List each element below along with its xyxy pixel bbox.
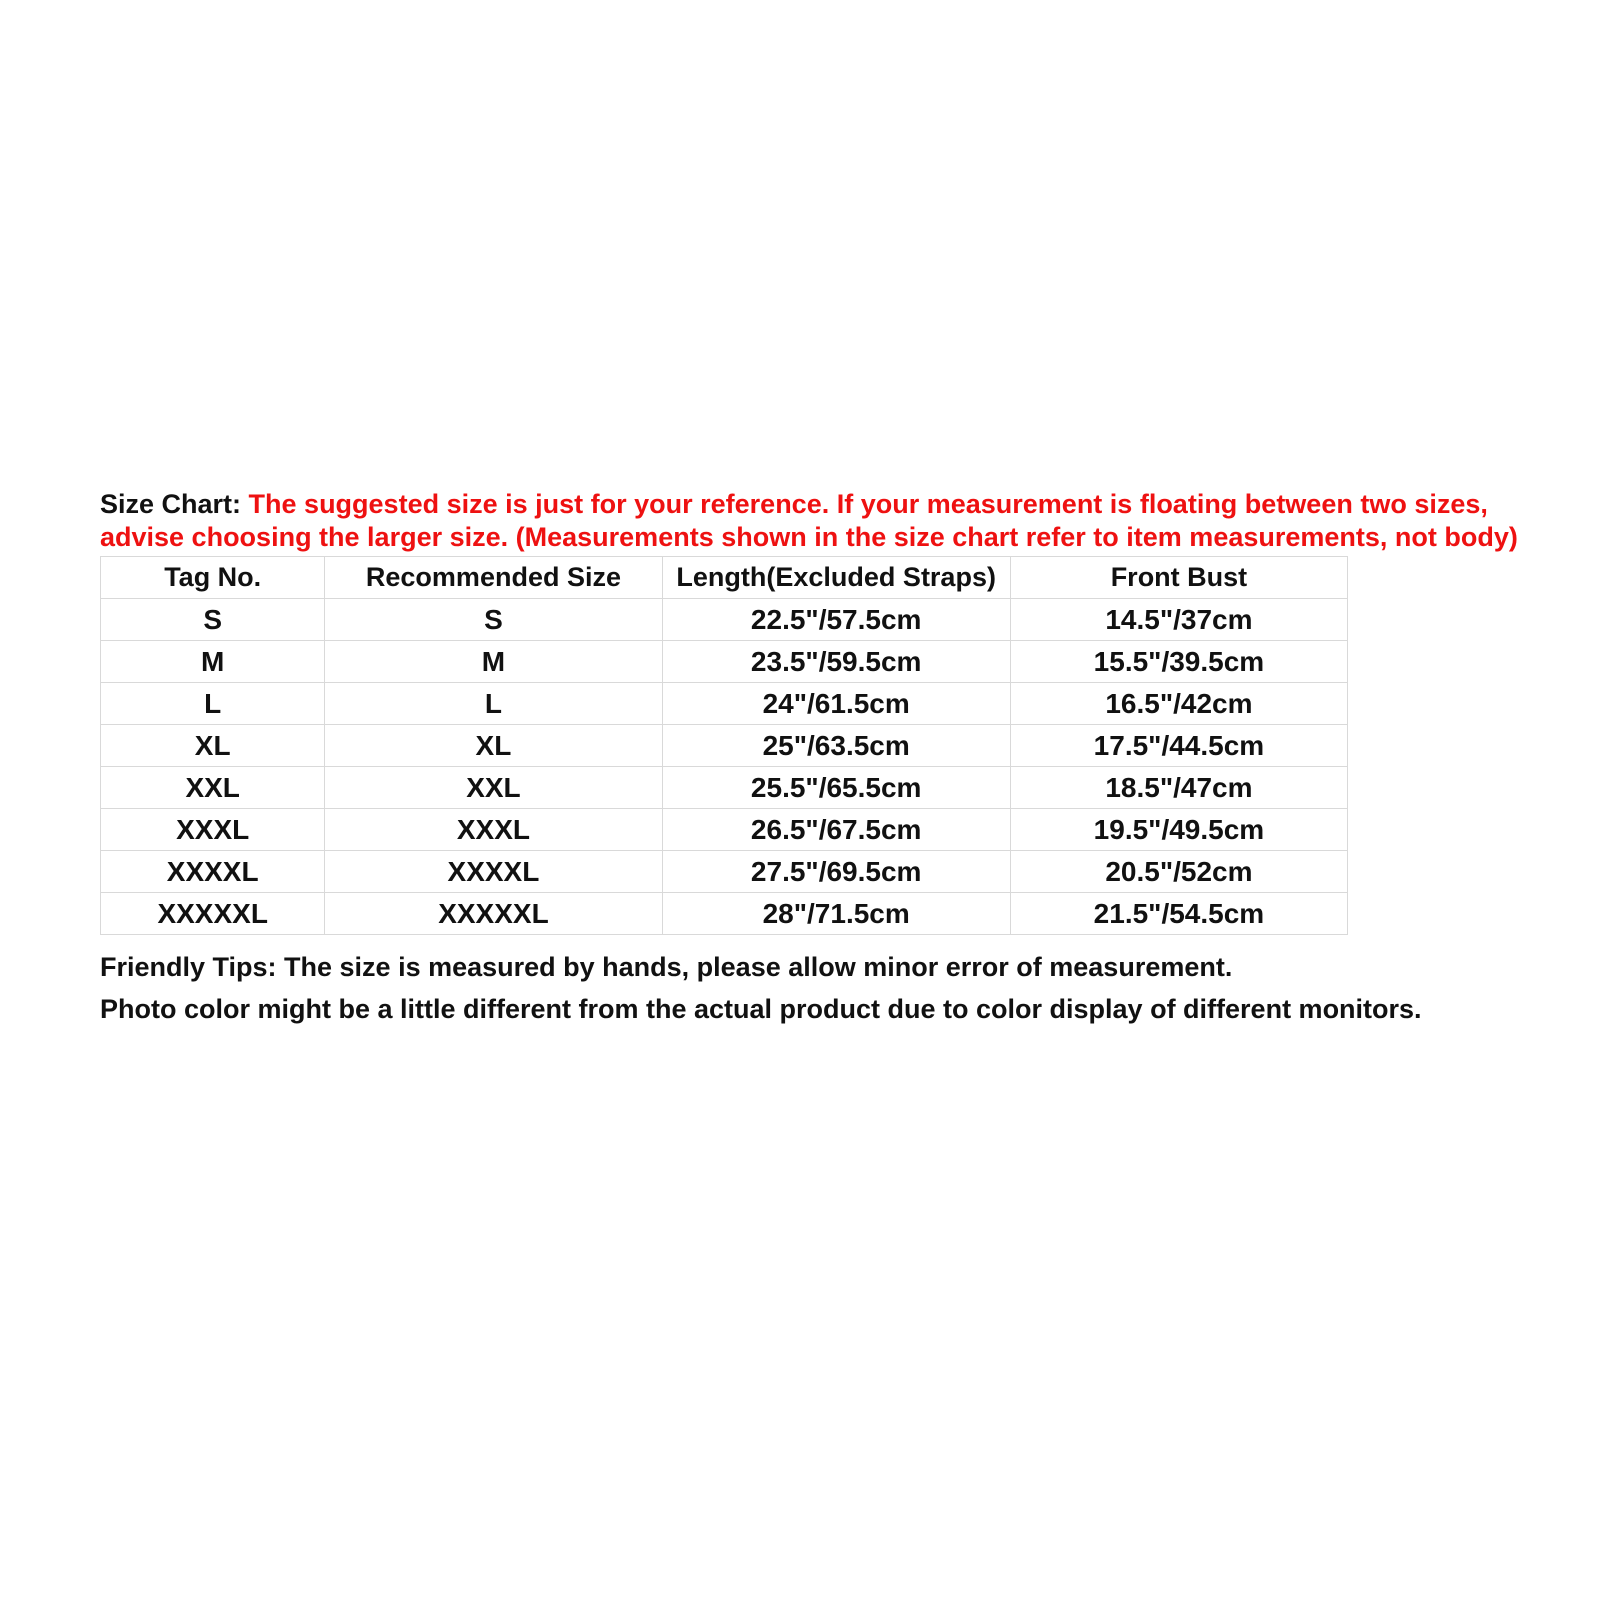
header-recommended-size: Recommended Size [325,557,662,599]
cell-length: 28"/71.5cm [662,893,1010,935]
cell-tag-no: M [101,641,325,683]
cell-length: 22.5"/57.5cm [662,599,1010,641]
size-chart [100,488,1520,1026]
friendly-tips: Friendly Tips: The size is measured by hands, please allow minor error of measurement. [100,952,1233,982]
table-row [101,725,1348,767]
cell-tag-no: XXXXXL [101,893,325,935]
cell-tag-no: XXXXL [101,851,325,893]
cell-recommended-size: M [325,641,662,683]
table-header-row [101,557,1348,599]
cell-length: 23.5"/59.5cm [662,641,1010,683]
table-row [101,767,1348,809]
cell-recommended-size: XXXXL [325,851,662,893]
cell-front-bust: 20.5"/52cm [1010,851,1347,893]
size-chart-intro [100,488,1520,554]
cell-length: 25.5"/65.5cm [662,767,1010,809]
cell-length: 27.5"/69.5cm [662,851,1010,893]
cell-recommended-size: XL [325,725,662,767]
header-front-bust: Front Bust [1010,557,1347,599]
cell-recommended-size: XXXL [325,809,662,851]
cell-length: 25"/63.5cm [662,725,1010,767]
cell-recommended-size: L [325,683,662,725]
cell-length: 26.5"/67.5cm [662,809,1010,851]
cell-tag-no: L [101,683,325,725]
cell-recommended-size: XXXXXL [325,893,662,935]
table-row [101,683,1348,725]
cell-front-bust: 17.5"/44.5cm [1010,725,1347,767]
cell-tag-no: XXXL [101,809,325,851]
cell-front-bust: 15.5"/39.5cm [1010,641,1347,683]
table-row [101,851,1348,893]
size-table [100,556,1348,935]
size-chart-label: Size Chart: [100,489,242,519]
size-chart-notice: The suggested size is just for your reference. If your measurement is floating between two sizes, advise choosing the larger size. (Measurements shown in the size chart refer to item measurements, not body) [100,489,1518,552]
cell-front-bust: 18.5"/47cm [1010,767,1347,809]
table-row [101,599,1348,641]
cell-tag-no: XXL [101,767,325,809]
header-length: Length(Excluded Straps) [662,557,1010,599]
cell-front-bust: 14.5"/37cm [1010,599,1347,641]
header-tag-no: Tag No. [101,557,325,599]
cell-tag-no: S [101,599,325,641]
cell-recommended-size: S [325,599,662,641]
cell-length: 24"/61.5cm [662,683,1010,725]
table-row [101,641,1348,683]
cell-front-bust: 21.5"/54.5cm [1010,893,1347,935]
cell-tag-no: XL [101,725,325,767]
color-disclaimer: Photo color might be a little different from the actual product due to color display of different monitors. [100,994,1422,1024]
table-row [101,893,1348,935]
cell-front-bust: 16.5"/42cm [1010,683,1347,725]
table-row [101,809,1348,851]
cell-front-bust: 19.5"/49.5cm [1010,809,1347,851]
cell-recommended-size: XXL [325,767,662,809]
